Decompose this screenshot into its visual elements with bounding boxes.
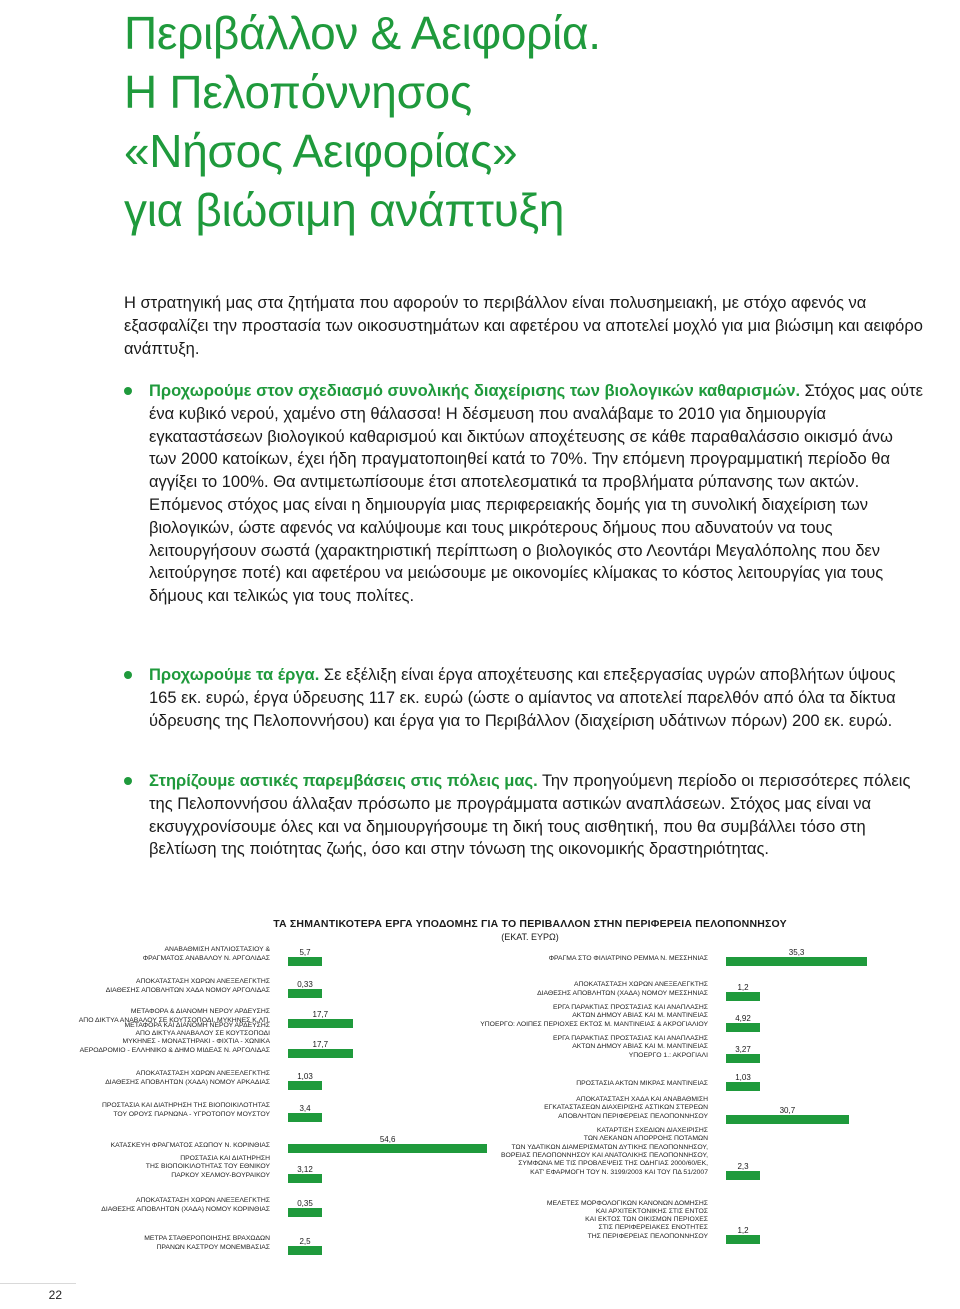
right-bar [726,1073,760,1091]
right-bar [726,1106,849,1124]
bullet-body: Στόχος μας ούτε ένα κυβικό νερού, χαμένο στη θάλασσα! Η δέσμευση που αναλάβαμε το 2010 για δημιουργία εγκαταστάσεων βιολογικού καθαρισμού και δικτύων αποχέτευσης σε κάθε παραθαλάσσιο οικισμό άνω των 2000 κατοίκων, έχει ήδη πραγματοποιηθεί κατά το 70%. Την επόμενη προγραμματική περίοδο θα αγγίξει το 100%. Θα αντιμετωπίσουμε έτσι αποτελεσματικά τα προβλήματα ρύπανσης των ακτών. Επόμενος στόχος μας είναι η δημιουργία μιας περιφερειακής δομής για τη συνολική διαχείριση των βιολογικών, ώστε αφενός να καλύψουμε και τους μικρότερους δήμους που αδυνατούν να τους λειτουργήσουν σωστά (χαρακτηριστική περίπτωση ο βιολογικός στο Λεοντάρι Μεγαλόπολης που δεν λειτούργησε ποτέ) και αφετέρου να μειώσουμε με οικονομίες κλίμακας το κόστος λειτουργίας για τους δήμους και τελικώς για τους πολίτες. [149,382,923,606]
bullet-body: Σε εξέλιξη είναι έργα αποχέτευσης και επεξεργασίας υγρών αποβλήτων ύψους 165 εκ. ευρώ, έργα ύδρευσης 117 εκ. ευρώ (ώστε ο αμίαντος να αποτελεί παρελθόν από όλα τα δίκτυα ύδρευσης της Πελοποννήσου) και έργα για το Περιβάλλον (διαχείριση υδάτινων πόρων) 200 εκ. ευρώ. [149,666,896,730]
bullet-lead: Προχωρούμε τα έργα. [149,666,320,684]
label-line: ΑΠΟΚΑΤΑΣΤΑΣΗ ΧΩΡΩΝ ΑΝΕΞΕΛΕΓΚΤΗΣ [135,1070,270,1078]
label-line: ΑΚΤΩΝ ΔΗΜΟΥ ΑΒΙΑΣ ΚΑΙ Μ. ΜΑΝΤΙΝΕΙΑΣ [572,1043,708,1051]
label-line: ΣΥΜΦΩΝΑ ΜΕ ΤΙΣ ΠΡΟΒΛΕΨΕΙΣ ΤΗΣ ΟΔΗΓΙΑΣ 2000/60/ΕΚ, [518,1160,708,1168]
right-bar-label [468,1200,708,1241]
left-bar-label [30,1235,270,1252]
bullet-dot [124,777,132,785]
label-line: ΤΩΝ ΛΕΚΑΝΩΝ ΑΠΟΡΡΟΗΣ ΠΟΤΑΜΩΝ [583,1135,708,1143]
left-bar [288,1199,322,1217]
right-bar [726,1045,760,1063]
label-line: ΤΗΣ ΠΕΡΙΦΕΡΕΙΑΣ ΠΕΛΟΠΟΝΝΗΣΟΥ [587,1232,708,1240]
page-title [124,4,944,240]
right-bar [726,983,760,1001]
right-bar-label [468,1004,708,1029]
bar-value-label: 2,3 [726,1162,760,1171]
label-line: ΑΚΤΩΝ ΔΗΜΟΥ ΑΒΙΑΣ ΚΑΙ Μ. ΜΑΝΤΙΝΕΙΑΣ [572,1012,708,1020]
left-bar-label [30,1070,270,1087]
bullet-dot [124,387,132,395]
bar-value-label: 1,2 [726,1226,760,1235]
label-line: ΜΥΚΗΝΕΣ - ΜΟΝΑΣΤΗΡΑΚΙ - ΦΙΧΤΙΑ - ΧΩΝΙΚΑ [122,1038,270,1046]
label-line: ΠΡΟΣΤΑΣΙΑ ΑΚΤΩΝ ΜΙΚΡΑΣ ΜΑΝΤΙΝΕΙΑΣ [576,1079,708,1087]
title-line: Περιβάλλον & Αειφορία. [124,7,601,59]
title-line: για βιώσιμη ανάπτυξη [124,184,565,236]
label-line: ΑΠΟΚΑΤΑΣΤΑΣΗ ΧΑΔΑ ΚΑΙ ΑΝΑΒΑΘΜΙΣΗ [576,1096,708,1104]
bar-value-label: 4,92 [726,1014,760,1023]
label-line: ΜΕΤΑΦΟΡΑ & ΔΙΑΝΟΜΗ ΝΕΡΟΥ ΑΡΔΕΥΣΗΣ [130,1008,270,1016]
label-line: ΑΠΟΒΛΗΤΩΝ ΠΕΡΙΦΕΡΕΙΑΣ ΠΕΛΟΠΟΝΝΗΣΟΥ [558,1112,708,1120]
label-line: ΑΠΟΚΑΤΑΣΤΑΣΗ ΧΩΡΩΝ ΑΝΕΞΕΛΕΓΚΤΗΣ [573,981,708,989]
label-line: ΠΡΟΣΤΑΣΙΑ ΚΑΙ ΔΙΑΤΗΡΗΣΗ ΤΗΣ ΒΙΟΠΟΙΚΙΛΟΤΗΤΑΣ [101,1102,270,1110]
label-line: ΑΕΡΟΔΡΟΜΙΟ - ΕΛΛΗΝΙΚΟ & ΔΗΜΟ ΜΙΔΕΑΣ Ν. ΑΡΓΟΛΙΔΑΣ [79,1046,270,1054]
label-line: ΔΙΑΘΕΣΗΣ ΑΠΟΒΛΗΤΩΝ (ΧΑΔΑ) ΝΟΜΟΥ ΜΕΣΣΗΝΙΑΣ [537,989,708,997]
right-bar-label [468,1080,708,1088]
page-number-box [0,1283,76,1309]
left-bar-label [30,1022,270,1055]
bar-value-label: 1,03 [726,1073,760,1082]
label-line: ΔΙΑΘΕΣΗΣ ΑΠΟΒΛΗΤΩΝ (ΧΑΔΑ) ΝΟΜΟΥ ΑΡΚΑΔΙΑΣ [105,1078,270,1086]
left-bar [288,1237,322,1255]
label-line: ΤΩΝ ΥΔΑΤΙΚΩΝ ΔΙΑΜΕΡΙΣΜΑΤΩΝ ΔΥΤΙΚΗΣ ΠΕΛΟΠΟΝΝΗΣΟΥ, [511,1143,708,1151]
label-line: ΚΑΤΑΣΚΕΥΗ ΦΡΑΓΜΑΤΟΣ ΑΣΩΠΟΥ Ν. ΚΟΡΙΝΘΙΑΣ [110,1141,270,1149]
right-bar [726,1014,760,1032]
label-line: ΑΝΑΒΑΘΜΙΣΗ ΑΝΤΛΙΟΣΤΑΣΙΟΥ & [164,946,270,954]
label-line: ΠΡΑΝΩΝ ΚΑΣΤΡΟΥ ΜΟΝΕΜΒΑΣΙΑΣ [156,1243,270,1251]
bullet-dot [124,671,132,679]
right-bar-label [468,1096,708,1121]
chart-title: ΤΑ ΣΗΜΑΝΤΙΚΟΤΕΡΑ ΕΡΓΑ ΥΠΟΔΟΜΗΣ ΓΙΑ ΤΟ ΠΕΡΙΒΑΛΛΟΝ ΣΤΗΝ ΠΕΡΙΦΕΡΕΙΑ ΠΕΛΟΠΟΝΝΗΣΟΥ [273,918,787,930]
label-line: ΑΠΟ ΔΙΚΤΥΑ ΑΝΑΒΑΛΟΥ ΣΕ ΚΟΥΤΣΟΠΟΔΙ [135,1030,270,1038]
left-bar-label [30,1155,270,1180]
left-bar-label [30,1142,270,1150]
bullet-body: Την προηγούμενη περίοδο οι περισσότερες πόλεις της Πελοποννήσου άλλαξαν πρόσωπο με προγράμματα αστικών αναπλάσεων. Στόχος μας είναι να εκσυγχρονίσουμε όλες και να δημιουργήσουμε τη δική τους αισθητική, που θα συμβάλλει τόσο στη βελτίωση της ποιότητας ζωής, όσο και στην τόνωση της οικονομικής δραστηριότητας. [149,772,911,859]
left-bar [288,1072,322,1090]
label-line: ΤΗΣ ΒΙΟΠΟΙΚΙΛΟΤΗΤΑΣ ΤΟΥ ΕΘΝΙΚΟΥ [145,1163,270,1171]
title-line: Η Πελοπόννησος [124,66,472,118]
label-line: ΥΠΟΕΡΓΟ 1.: ΑΚΡΟΓΙΑΛΙ [628,1051,708,1059]
label-line: ΔΙΑΘΕΣΗΣ ΑΠΟΒΛΗΤΩΝ (ΧΑΔΑ) ΝΟΜΟΥ ΚΟΡΙΝΘΙΑΣ [101,1205,270,1213]
bullet-text [149,380,924,608]
label-line: ΣΤΙΣ ΠΕΡΙΦΕΡΕΙΑΚΕΣ ΕΝΟΤΗΤΕΣ [598,1224,708,1232]
bullet-item [124,770,924,861]
bar-value-label: 1,03 [288,1072,322,1081]
label-line: ΠΑΡΚΟΥ ΧΕΛΜΟΥ-ΒΟΥΡΑΙΚΟΥ [171,1171,270,1179]
left-bar [288,1135,487,1153]
label-line: ΚΑΙ ΑΡΧΙΤΕΚΤΟΝΙΚΗΣ ΣΤΙΣ ΕΝΤΟΣ [595,1207,708,1215]
left-bar-label [30,978,270,995]
label-line: ΜΕΤΑΦΟΡΑ ΚΑΙ ΔΙΑΝΟΜΗ ΝΕΡΟΥ ΑΡΔΕΥΣΗΣ [124,1021,270,1029]
bullet-item [124,380,924,608]
bar-value-label: 3,12 [288,1165,322,1174]
bar-value-label: 3,27 [726,1045,760,1054]
bar-value-label: 17,7 [288,1010,353,1019]
right-bar-label [468,955,708,963]
left-bar [288,1010,353,1028]
label-line: ΥΠΟΕΡΓΟ: ΛΟΙΠΕΣ ΠΕΡΙΟΧΕΣ ΕΚΤΟΣ Μ. ΜΑΝΤΙΝΕΙΑΣ & ΑΚΡΟΓΙΑΛΙΟΥ [480,1020,708,1028]
label-line: ΚΑΤΑΡΤΙΣΗ ΣΧΕΔΙΩΝ ΔΙΑΧΕΙΡΙΣΗΣ [596,1127,708,1135]
label-line: ΜΕΤΡΑ ΣΤΑΘΕΡΟΠΟΙΗΣΗΣ ΒΡΑΧΩΔΩΝ [144,1235,270,1243]
label-line: ΑΠΟΚΑΤΑΣΤΑΣΗ ΧΩΡΩΝ ΑΝΕΞΕΛΕΓΚΤΗΣ [135,1197,270,1205]
label-line: ΚΑΙ ΕΚΤΟΣ ΤΩΝ ΟΙΚΙΣΜΩΝ ΠΕΡΙΟΧΕΣ [585,1216,708,1224]
label-line: ΔΙΑΘΕΣΗΣ ΑΠΟΒΛΗΤΩΝ ΧΑΔΑ ΝΟΜΟΥ ΑΡΓΟΛΙΔΑΣ [105,986,270,994]
left-bar [288,980,322,998]
bar-value-label: 17,7 [288,1040,353,1049]
bullet-text [149,770,924,861]
bar-value-label: 5,7 [288,948,322,957]
right-bar-label [468,981,708,998]
left-bar-label [30,1102,270,1119]
left-bar [288,948,322,966]
label-line: ΕΡΓΑ ΠΑΡΑΚΤΙΑΣ ΠΡΟΣΤΑΣΙΑΣ ΚΑΙ ΑΝΑΠΛΑΣΗΣ [553,1004,708,1012]
label-line: ΑΠΟΚΑΤΑΣΤΑΣΗ ΧΩΡΩΝ ΑΝΕΞΕΛΕΓΚΤΗΣ [135,978,270,986]
label-line: ΚΑΤ' ΕΦΑΡΜΟΓΗ ΤΟΥ Ν. 3199/2003 ΚΑΙ ΤΟΥ ΠΔ 51/2007 [530,1168,708,1176]
label-line: ΤΟΥ ΟΡΟΥΣ ΠΑΡΝΩΝΑ - ΥΓΡΟΤΟΠΟΥ ΜΟΥΣΤΟΥ [113,1110,270,1118]
right-bar-label [468,1035,708,1060]
left-bar [288,1040,353,1058]
label-line: ΦΡΑΓΜΑΤΟΣ ΑΝΑΒΑΛΟΥ Ν. ΑΡΓΟΛΙΔΑΣ [142,954,270,962]
label-line: ΕΓΚΑΤΑΣΤΑΣΕΩΝ ΔΙΑΧΕΙΡΙΣΗΣ ΑΣΤΙΚΩΝ ΣΤΕΡΕΩΝ [544,1104,708,1112]
right-bar [726,948,867,966]
bar-value-label: 54,6 [288,1135,487,1144]
left-bar-label [30,946,270,963]
label-line: ΜΕΛΕΤΕΣ ΜΟΡΦΟΛΟΓΙΚΩΝ ΚΑΝΟΝΩΝ ΔΟΜΗΣΗΣ [546,1199,708,1207]
page-number: 22 [48,1288,62,1302]
bar-value-label: 2,5 [288,1237,322,1246]
left-bar [288,1104,322,1122]
bar-value-label: 35,3 [726,948,867,957]
bullet-lead: Στηρίζουμε αστικές παρεμβάσεις στις πόλεις μας. [149,772,538,790]
right-bar-label [468,1127,708,1177]
bar-value-label: 1,2 [726,983,760,992]
left-bar-label [30,1197,270,1214]
bullet-text [149,664,924,732]
bar-value-label: 0,33 [288,980,322,989]
title-line: «Νήσος Αειφορίας» [124,125,518,177]
label-line: ΕΡΓΑ ΠΑΡΑΚΤΙΑΣ ΠΡΟΣΤΑΣΙΑΣ ΚΑΙ ΑΝΑΠΛΑΣΗΣ [553,1035,708,1043]
bar-value-label: 3,4 [288,1104,322,1113]
label-line: ΠΡΟΣΤΑΣΙΑ ΚΑΙ ΔΙΑΤΗΡΗΣΗ [180,1155,270,1163]
intro-paragraph: Η στρατηγική μας στα ζητήματα που αφορούν το περιβάλλον είναι πολυσημειακή, με στόχο αφενός να εξασφαλίζει την προστασία των οικοσυστημάτων και αφετέρου να αποτελεί μοχλό για μια βιώσιμη και αειφόρο ανάπτυξη. [124,294,923,358]
bullet-lead: Προχωρούμε στον σχεδιασμό συνολικής διαχείρισης των βιολογικών καθαρισμών. [149,382,801,400]
label-line: ΒΟΡΕΙΑΣ ΠΕΛΟΠΟΝΝΗΣΟΥ ΚΑΙ ΑΝΑΤΟΛΙΚΗΣ ΠΕΛΟΠΟΝΝΗΣΟΥ, [501,1152,708,1160]
bar-value-label: 0,35 [288,1199,322,1208]
left-bar [288,1165,322,1183]
chart-unit: (ΕΚΑΤ. ΕΥΡΩ) [501,932,559,942]
label-line: ΑΠΟ ΔΙΚΤΥΑ ΑΝΑΒΑΛΟΥ ΣΕ ΚΟΥΤΣΟΠΟΔΙ, ΜΥΚΗΝΕΣ Κ.ΛΠ. [78,1016,270,1024]
bar-value-label: 30,7 [726,1106,849,1115]
right-bar [726,1162,760,1180]
bullet-item [124,664,924,732]
right-bar [726,1226,760,1244]
label-line: ΦΡΑΓΜΑ ΣΤΟ ΦΙΛΙΑΤΡΙΝΟ ΡΕΜΜΑ Ν. ΜΕΣΣΗΝΙΑΣ [548,954,708,962]
